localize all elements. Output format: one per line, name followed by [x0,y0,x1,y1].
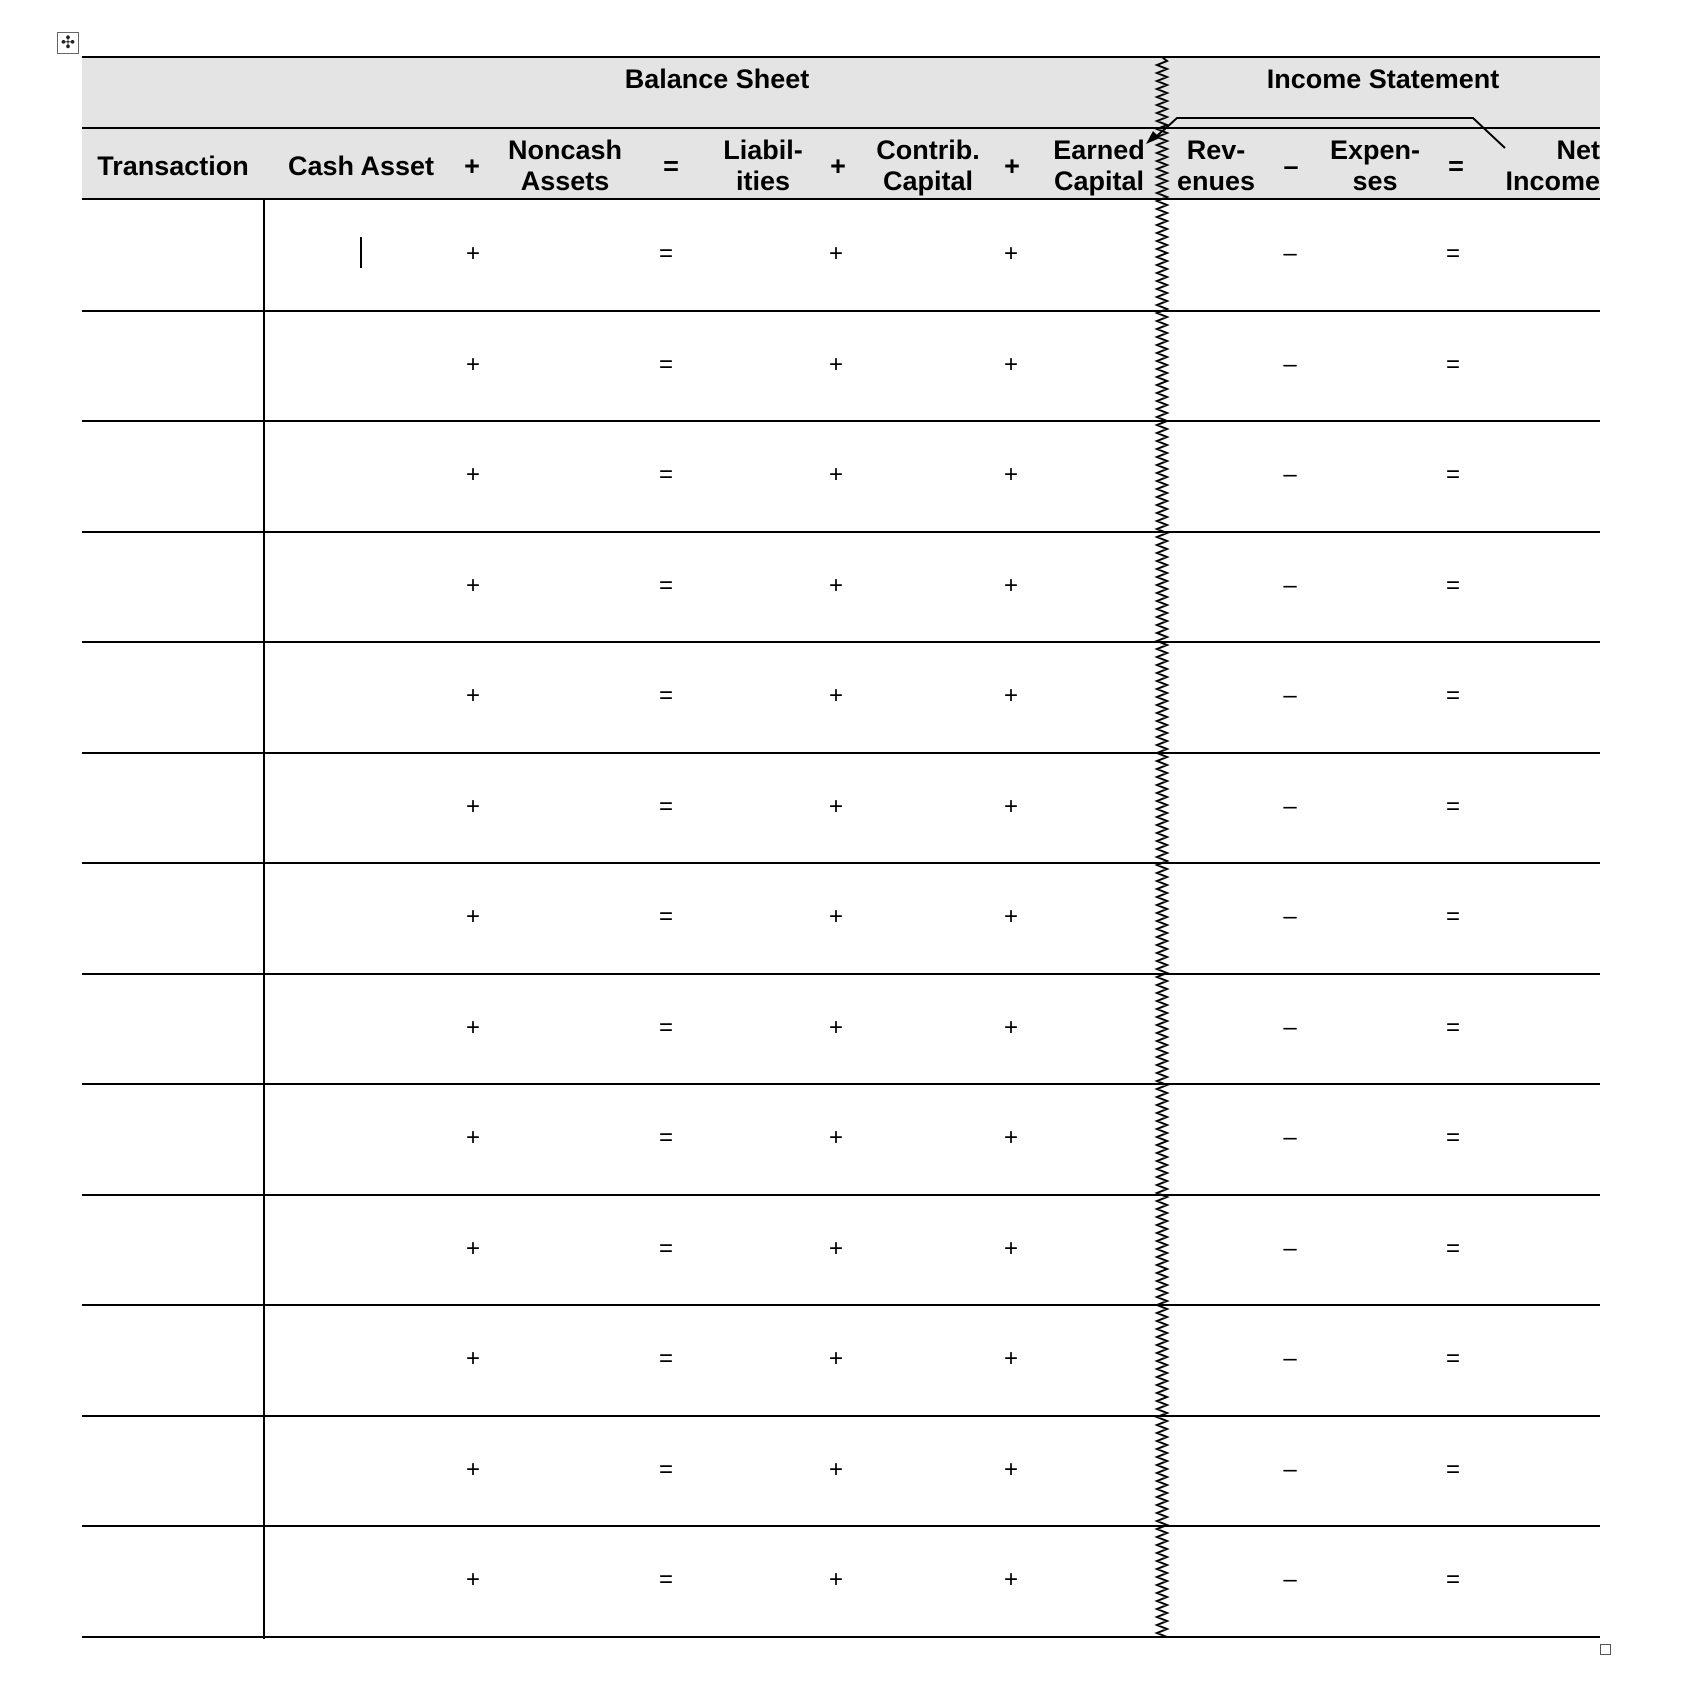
net-income-to-earned-capital-arrow [1152,118,1505,148]
row-op-minus: – [1283,461,1297,488]
row-op-equals-2: = [1445,682,1460,709]
row-op-plus-3: + [1003,1013,1018,1041]
row-op-minus: – [1283,792,1297,820]
row-op-minus: – [1283,1566,1297,1593]
col-contrib-capital: Contrib. Capital [876,135,980,196]
row-op-plus-2: + [828,903,843,930]
row-op-equals-2: = [1445,1345,1460,1372]
row-op-plus-1: + [465,571,480,599]
row-op-plus-1: + [465,903,480,930]
row-op-plus-1: + [465,1455,480,1483]
row-op-plus-3: + [1003,1345,1018,1372]
row-op-plus-1: + [465,1566,480,1593]
row-op-plus-3: + [1003,903,1018,930]
col-op-equals-1: = [663,151,679,181]
row-op-plus-2: + [828,1234,843,1262]
col-op-equals-2: = [1448,151,1464,181]
balance-sheet-title: Balance Sheet [624,64,810,94]
row-op-plus-1: + [465,1345,480,1372]
row-op-plus-3: + [1003,1455,1018,1483]
col-transaction: Transaction [97,151,249,181]
row-op-minus: – [1283,240,1297,267]
row-op-equals-2: = [1445,461,1460,488]
col-expenses: Expen- ses [1329,135,1421,196]
row-op-equals-1: = [658,1234,673,1262]
row-op-plus-3: + [1003,1124,1018,1151]
row-op-equals-2: = [1445,1013,1460,1041]
table-move-handle-icon[interactable]: ✣ [57,32,79,54]
row-op-equals-1: = [658,1124,673,1151]
row-op-plus-3: + [1003,1234,1018,1262]
col-net-income: Net Income [1505,135,1600,196]
col-earned-capital: Earned Capital [1053,135,1145,196]
row-op-plus-2: + [828,792,843,820]
row-op-plus-2: + [828,1345,843,1372]
row-op-plus-2: + [828,571,843,599]
table-resize-handle-icon[interactable] [1600,1644,1611,1655]
row-op-equals-2: = [1445,1566,1460,1593]
row-op-plus-1: + [465,1124,480,1151]
row-op-equals-2: = [1445,240,1460,267]
row-op-equals-1: = [658,682,673,709]
row-op-plus-2: + [828,1124,843,1151]
row-op-plus-1: + [465,240,480,267]
col-cash-asset: Cash Asset [287,151,435,181]
col-op-plus-2: + [830,151,846,181]
col-liabilities: Liabil- ities [723,135,803,196]
row-op-plus-1: + [465,461,480,488]
row-op-equals-2: = [1445,792,1460,820]
row-op-equals-2: = [1445,903,1460,930]
row-op-plus-1: + [465,1013,480,1041]
statement-divider-zigzag [1157,57,1167,1637]
row-op-equals-1: = [658,1566,673,1593]
col-revenues: Rev- enues [1176,135,1256,196]
col-op-plus-3: + [1004,151,1020,181]
row-op-equals-2: = [1445,571,1460,599]
row-op-plus-2: + [828,1566,843,1593]
row-op-plus-3: + [1003,792,1018,820]
row-op-equals-2: = [1445,1234,1460,1262]
row-op-minus: – [1283,350,1297,378]
row-op-plus-1: + [465,792,480,820]
row-op-minus: – [1283,1124,1297,1151]
arrow-head-icon [1146,131,1160,144]
col-noncash-assets: Noncash Assets [507,135,623,196]
row-op-plus-3: + [1003,1566,1018,1593]
row-op-plus-3: + [1003,240,1018,267]
row-op-equals-2: = [1445,1455,1460,1483]
row-op-equals-1: = [658,350,673,378]
row-op-minus: – [1283,1455,1297,1483]
row-op-plus-3: + [1003,682,1018,709]
row-op-equals-1: = [658,1345,673,1372]
row-op-equals-1: = [658,1455,673,1483]
row-op-minus: – [1283,571,1297,599]
row-op-plus-3: + [1003,571,1018,599]
row-op-equals-1: = [658,792,673,820]
col-op-plus-1: + [464,151,480,181]
row-op-equals-2: = [1445,350,1460,378]
row-op-equals-1: = [658,571,673,599]
row-op-minus: – [1283,1345,1297,1372]
row-op-plus-1: + [465,682,480,709]
row-op-minus: – [1283,903,1297,930]
row-op-plus-2: + [828,240,843,267]
income-statement-title: Income Statement [1266,64,1500,94]
row-op-plus-2: + [828,1013,843,1041]
row-op-plus-2: + [828,682,843,709]
row-op-minus: – [1283,1234,1297,1262]
row-op-equals-1: = [658,903,673,930]
row-op-plus-3: + [1003,461,1018,488]
row-op-equals-1: = [658,461,673,488]
row-op-minus: – [1283,1013,1297,1041]
row-op-plus-3: + [1003,350,1018,378]
col-op-minus: – [1283,151,1299,181]
row-op-equals-1: = [658,240,673,267]
row-op-equals-2: = [1445,1124,1460,1151]
row-op-plus-2: + [828,350,843,378]
row-op-plus-1: + [465,350,480,378]
row-op-minus: – [1283,682,1297,709]
row-op-plus-2: + [828,461,843,488]
row-op-equals-1: = [658,1013,673,1041]
row-op-plus-2: + [828,1455,843,1483]
row-op-plus-1: + [465,1234,480,1262]
